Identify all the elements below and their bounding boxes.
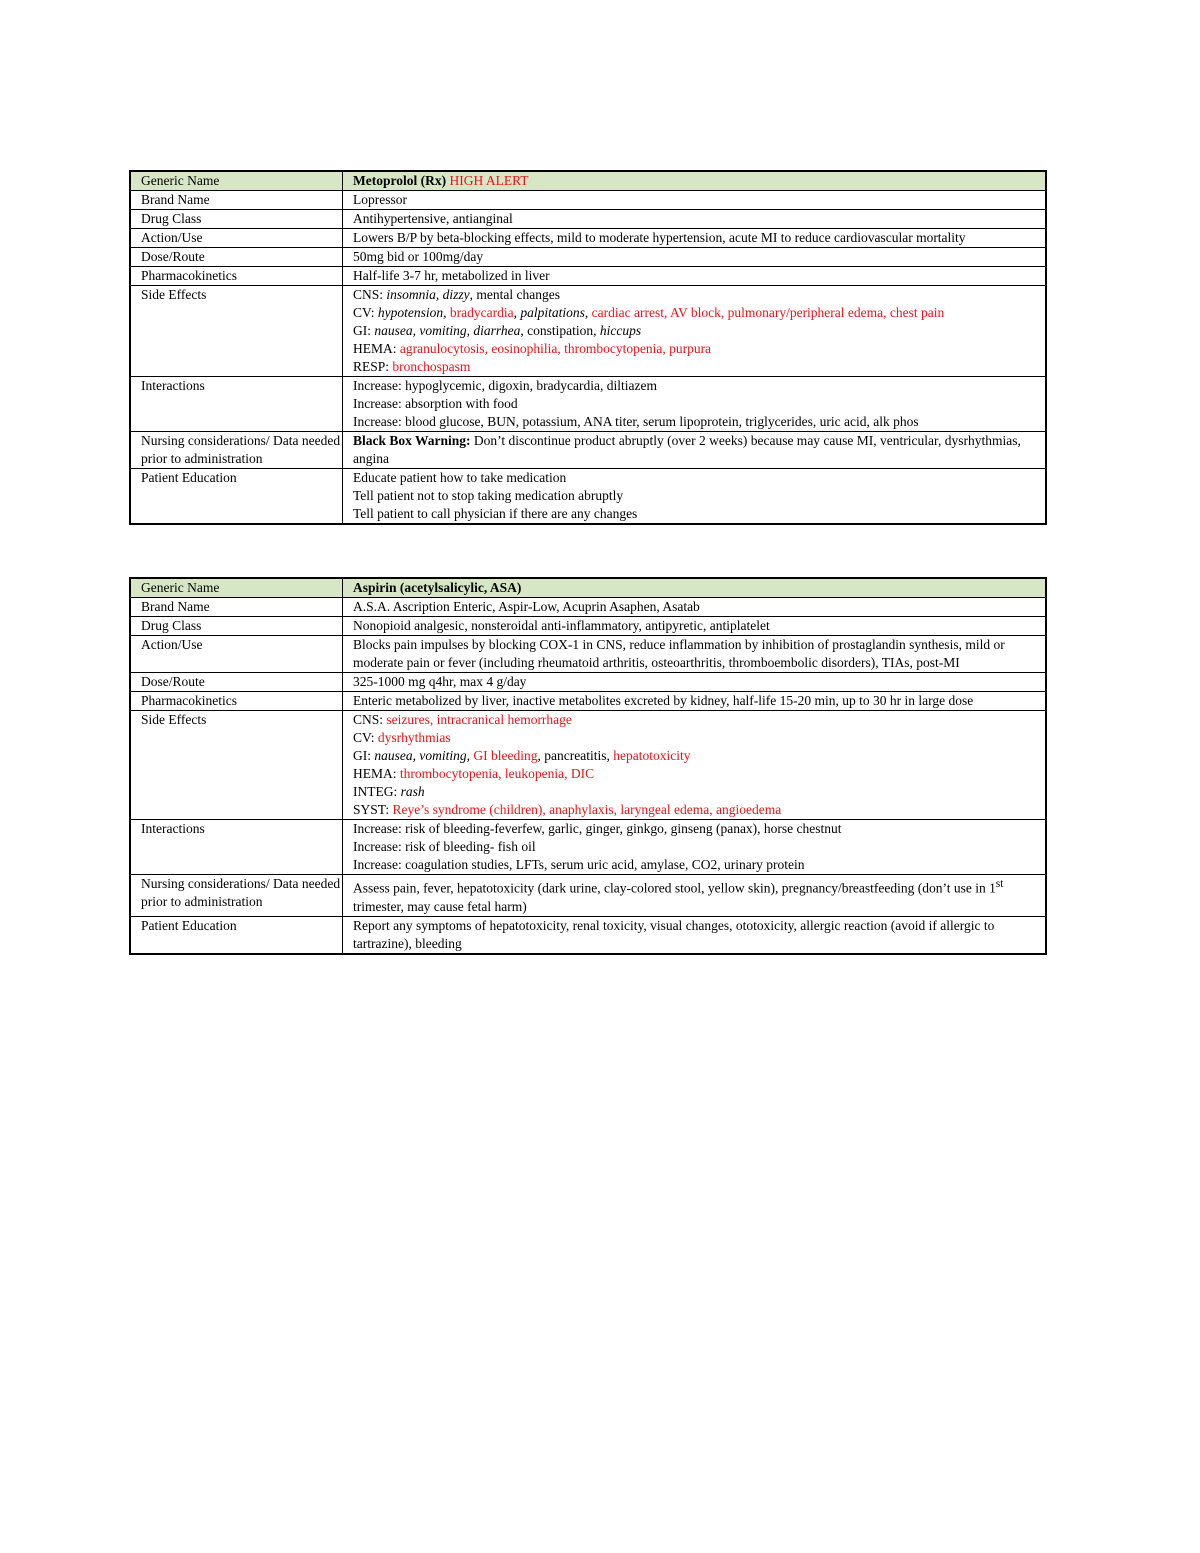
interactions-label: Interactions	[130, 377, 343, 432]
pharmacokinetics-value: Enteric metabolized by liver, inactive metabolites excreted by kidney, half-life 15-20 min, up to 30 hr in large dose	[343, 692, 1047, 711]
education-line: Report any symptoms of hepatotoxicity, renal toxicity, visual changes, ototoxicity, allergic reaction (avoid if allergic to tartrazine), bleeding	[353, 917, 995, 951]
effect-text: Reye’s syndrome (children), anaphylaxis, laryngeal edema, angioedema	[392, 802, 782, 817]
table-row	[130, 469, 1046, 525]
education-line: Tell patient to call physician if there are any changes	[353, 506, 638, 521]
high-alert-badge: HIGH ALERT	[449, 173, 529, 188]
prefix: RESP:	[353, 359, 393, 374]
patient-education-label: Patient Education	[130, 916, 343, 954]
dose-route-value: 50mg bid or 100mg/day	[343, 248, 1047, 267]
generic-name-value	[343, 578, 1047, 598]
prefix: CNS:	[353, 287, 387, 302]
black-box-warning: Black Box Warning:	[353, 433, 471, 448]
table-row	[130, 692, 1046, 711]
prefix: HEMA:	[353, 766, 400, 781]
side-effect-cv: CV: hypotension, bradycardia, palpitations, cardiac arrest, AV block, pulmonary/peripheral edema, chest pain	[353, 305, 945, 320]
table-row	[130, 820, 1046, 875]
side-effect-gi	[353, 322, 1045, 340]
table-row	[130, 432, 1046, 469]
patient-education-label: Patient Education	[130, 469, 343, 525]
effect-text: palpitations	[520, 305, 585, 320]
effect-text: , constipation,	[520, 323, 600, 338]
effect-text: insomnia, dizzy	[386, 287, 470, 302]
drug-class-label: Drug Class	[130, 617, 343, 636]
interaction-line: Increase: absorption with food	[353, 396, 518, 411]
interaction-line: Increase: risk of bleeding- fish oil	[353, 839, 536, 854]
effect-text: rash	[400, 784, 425, 799]
table-row	[130, 286, 1046, 377]
action-use-value: Blocks pain impulses by blocking COX-1 in CNS, reduce inflammation by inhibition of prostaglandin synthesis, mild or moderate pain or fever (including rheumatoid arthritis, osteoarthritis, thromboembolic disorders), TIAs, post-MI	[343, 636, 1047, 673]
effect-text: nausea, vomiting,	[374, 748, 470, 763]
side-effect-integ	[353, 783, 1045, 801]
prefix: CNS:	[353, 712, 387, 727]
prefix: CV:	[353, 730, 378, 745]
prefix: HEMA:	[353, 341, 400, 356]
effect-text: hypotension	[377, 305, 444, 320]
pharmacokinetics-label: Pharmacokinetics	[130, 692, 343, 711]
interaction-line: Increase: hypoglycemic, digoxin, bradycardia, diltiazem	[353, 378, 658, 393]
side-effect-resp	[353, 358, 1045, 376]
effect-text: GI bleeding	[473, 748, 538, 763]
effect-text: bradycardia	[449, 305, 514, 320]
prefix: GI:	[353, 323, 375, 338]
side-effects-value	[343, 286, 1047, 377]
action-use-label: Action/Use	[130, 636, 343, 673]
side-effects-label: Side Effects	[130, 711, 343, 820]
prefix: CV:	[353, 305, 378, 320]
side-effect-syst	[353, 801, 1045, 819]
nursing-considerations-value	[343, 432, 1047, 469]
brand-name-label: Brand Name	[130, 598, 343, 617]
drug-name: Aspirin (acetylsalicylic, ASA)	[353, 580, 522, 595]
generic-name-label: Generic Name	[130, 578, 343, 598]
side-effect-hema	[353, 765, 1045, 783]
dose-route-label: Dose/Route	[130, 673, 343, 692]
table-row	[130, 617, 1046, 636]
nursing-considerations-label: Nursing considerations/ Data needed prior to administration	[130, 875, 343, 917]
superscript: st	[995, 878, 1004, 890]
table-row	[130, 673, 1046, 692]
side-effect-cns	[353, 711, 1045, 729]
drug-class-label: Drug Class	[130, 210, 343, 229]
table-row	[130, 210, 1046, 229]
pharmacokinetics-value: Half-life 3-7 hr, metabolized in liver	[343, 267, 1047, 286]
table-row	[130, 191, 1046, 210]
table-row	[130, 229, 1046, 248]
effect-text: hiccups	[599, 323, 642, 338]
table-row	[130, 711, 1046, 820]
action-use-label: Action/Use	[130, 229, 343, 248]
drug-class-value: Antihypertensive, antianginal	[343, 210, 1047, 229]
effect-text: thrombocytopenia, leukopenia, DIC	[399, 766, 595, 781]
interactions-label: Interactions	[130, 820, 343, 875]
interaction-line: Increase: blood glucose, BUN, potassium, ANA titer, serum lipoprotein, triglycerides, uric acid, alk phos	[353, 414, 919, 429]
interaction-line: Increase: risk of bleeding-feverfew, garlic, ginger, ginkgo, ginseng (panax), horse chestnut	[353, 821, 842, 836]
drug-name: Metoprolol (Rx)	[353, 173, 447, 188]
side-effects-label: Side Effects	[130, 286, 343, 377]
table-row	[130, 377, 1046, 432]
side-effect-hema	[353, 340, 1045, 358]
prefix: SYST:	[353, 802, 393, 817]
brand-name-value: Lopressor	[343, 191, 1047, 210]
side-effect-cns	[353, 286, 1045, 304]
table-row	[130, 636, 1046, 673]
prefix: GI:	[353, 748, 375, 763]
generic-name-value	[343, 171, 1047, 191]
drug-table-aspirin	[129, 577, 1047, 955]
dose-route-label: Dose/Route	[130, 248, 343, 267]
nursing-text: Assess pain, fever, hepatotoxicity (dark urine, clay-colored stool, yellow skin), pregnancy/breastfeeding (don’t use in 1	[353, 880, 996, 896]
brand-name-value: A.S.A. Ascription Enteric, Aspir-Low, Acuprin Asaphen, Asatab	[343, 598, 1047, 617]
table-row	[130, 267, 1046, 286]
effect-text: hepatotoxicity	[613, 748, 691, 763]
side-effects-value	[343, 711, 1047, 820]
table-row	[130, 875, 1046, 917]
side-effect-cv	[353, 729, 1045, 747]
generic-name-label: Generic Name	[130, 171, 343, 191]
patient-education-value	[343, 916, 1047, 954]
table-row	[130, 598, 1046, 617]
prefix: INTEG:	[353, 784, 401, 799]
table-row	[130, 916, 1046, 954]
drug-table-metoprolol	[129, 170, 1047, 525]
interaction-line: Increase: coagulation studies, LFTs, serum uric acid, amylase, CO2, urinary protein	[353, 857, 805, 872]
drug-class-value: Nonopioid analgesic, nonsteroidal anti-inflammatory, antipyretic, antiplatelet	[343, 617, 1047, 636]
effect-text: cardiac arrest, AV block, pulmonary/peripheral edema, chest pain	[591, 305, 945, 320]
side-effect-gi	[353, 747, 1045, 765]
warning-text: Don’t discontinue product abruptly (over 2 weeks) because may cause MI, ventricular, dysrhythmias, angina	[353, 433, 1021, 466]
brand-name-label: Brand Name	[130, 191, 343, 210]
pharmacokinetics-label: Pharmacokinetics	[130, 267, 343, 286]
action-use-value: Lowers B/P by beta-blocking effects, mild to moderate hypertension, acute MI to reduce cardiovascular mortality	[343, 229, 1047, 248]
effect-text: agranulocytosis, eosinophilia, thrombocytopenia, purpura	[399, 341, 712, 356]
table-row	[130, 171, 1046, 191]
effect-text: bronchospasm	[392, 359, 471, 374]
patient-education-value	[343, 469, 1047, 525]
effect-text: seizures, intracranical hemorrhage	[386, 712, 572, 727]
effect-text: dysrhythmias	[377, 730, 451, 745]
education-line: Educate patient how to take medication	[353, 470, 567, 485]
interactions-value	[343, 377, 1047, 432]
nursing-text: trimester, may cause fetal harm)	[353, 898, 527, 914]
dose-route-value: 325-1000 mg q4hr, max 4 g/day	[343, 673, 1047, 692]
education-line: Tell patient not to stop taking medication abruptly	[353, 488, 624, 503]
effect-text: , mental changes	[469, 287, 560, 302]
table-row	[130, 578, 1046, 598]
effect-text: nausea, vomiting, diarrhea	[374, 323, 521, 338]
nursing-considerations-value	[343, 875, 1047, 917]
interactions-value	[343, 820, 1047, 875]
table-row	[130, 248, 1046, 267]
nursing-considerations-label: Nursing considerations/ Data needed prior to administration	[130, 432, 343, 469]
effect-text: , pancreatitis,	[537, 748, 614, 763]
